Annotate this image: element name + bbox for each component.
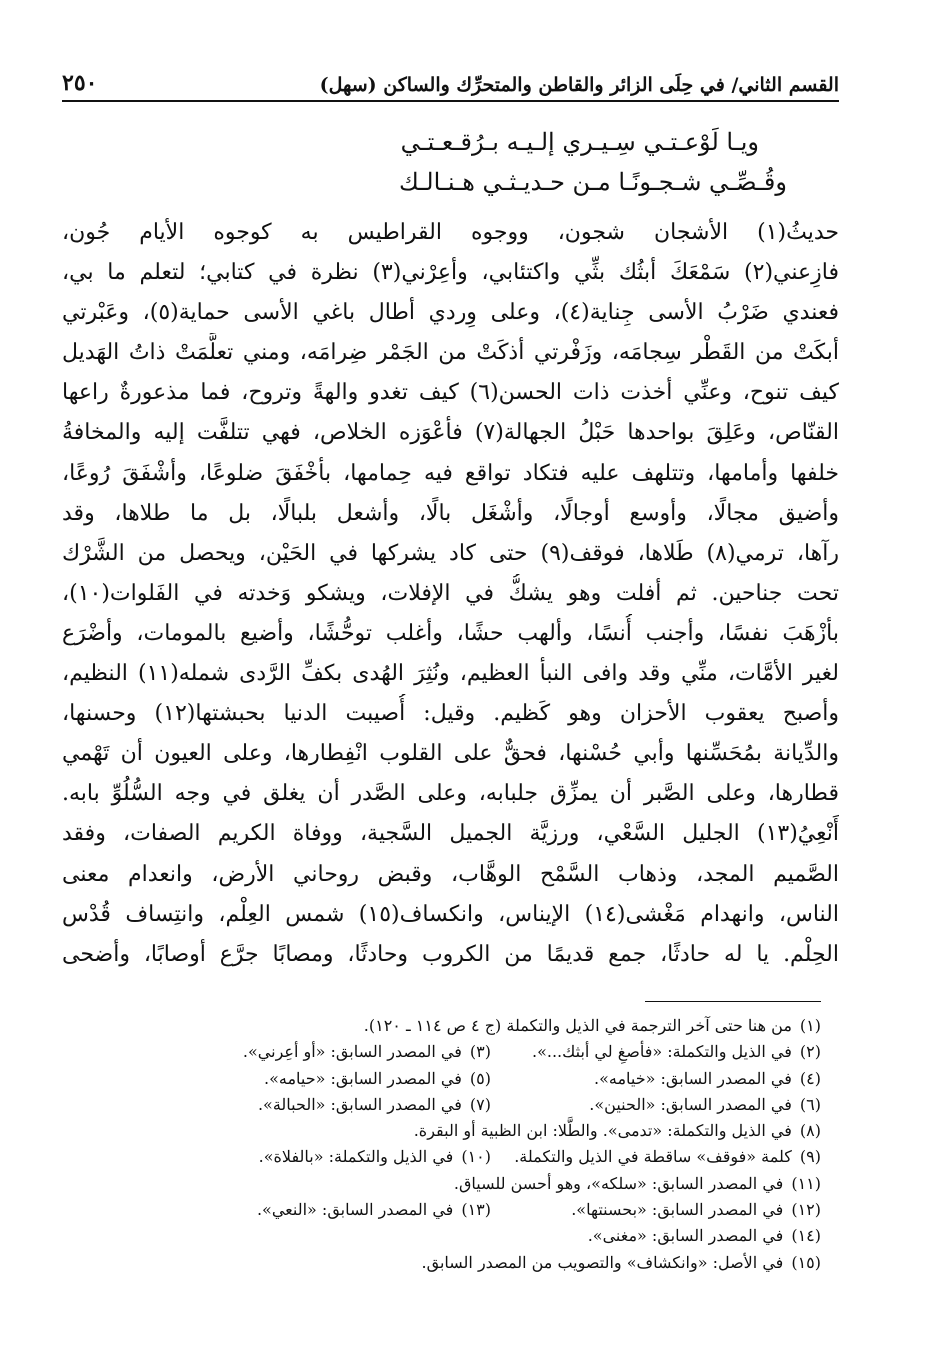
footnote xyxy=(258,1092,491,1118)
footnote-text: في المصدر السابق: «حيامه». xyxy=(264,1068,462,1088)
footnote-row xyxy=(70,1039,821,1065)
footnote-separator xyxy=(645,1001,821,1002)
footnote-number: (١٢) xyxy=(791,1200,821,1220)
footnote-text: في المصدر السابق: «الحبالة». xyxy=(257,1094,462,1114)
page-number: ٢٥٠ xyxy=(62,70,98,96)
body-line: الناس، وانهدام مَغْشى(١٤) الإيناس، وانكساف(١٥) شمس العِلْم، وانتِساف قُدْس xyxy=(62,901,839,927)
footnote xyxy=(414,1118,821,1144)
footnote-text: في الذيل والتكملة: «فأصغِ لي أبثك...». xyxy=(532,1042,792,1062)
footnote-row xyxy=(70,1250,821,1276)
body-line: الحِلْم. يا له حادثًا، جمع قديمًا من الكروب وحادثًا، ومصابًا جرَّع أوصابًا، وأضحى xyxy=(62,941,839,967)
footnote-text: من هنا حتى آخر الترجمة في الذيل والتكملة (ج ٤ ص ١١٤ ـ ١٢٠). xyxy=(363,1016,792,1035)
footnote-number: (٩) xyxy=(799,1147,821,1167)
footnote-text: في المصدر السابق: «مغنى». xyxy=(587,1226,784,1246)
running-title: القسم الثاني/ في حِلَى الزائر والقاطن والمتحرِّك والساكن (سهل) xyxy=(319,74,839,96)
verse-line-2: وقُـصِّـي شـجـونًـا مـن حـديـثـي هـنـالـك xyxy=(399,168,787,196)
footnote xyxy=(454,1171,821,1197)
footnote xyxy=(259,1144,491,1170)
footnote xyxy=(491,1197,821,1223)
footnote-number: (٧) xyxy=(469,1094,491,1114)
footnote-row xyxy=(70,1197,821,1223)
body-line: الصَّميم المجد، وذهاب السَّمْح الوهَّاب، وقبض روحاني الأرض، وانعدام معنى xyxy=(62,861,839,887)
footnotes xyxy=(70,1013,821,1276)
footnote xyxy=(257,1197,491,1223)
footnote-text: في المصدر السابق: «سلكه»، وهو أحسن للسياق. xyxy=(453,1173,784,1193)
footnote-row xyxy=(70,1013,821,1039)
verse-line-1: ويـا لَوْعـتـي سِـيـري إلـيـه بـرُقـعـتـي xyxy=(400,128,759,156)
body-text xyxy=(62,213,839,975)
footnote xyxy=(422,1250,821,1276)
footnote-number: (١١) xyxy=(791,1173,821,1193)
footnote xyxy=(364,1013,821,1039)
footnote-text: في الذيل والتكملة: «تدمى». والطَّلا: ابن الظبية أو البقرة. xyxy=(413,1121,792,1141)
footnote-number: (٣) xyxy=(469,1042,491,1062)
body-line: لغير الأمَّات، منِّي وقد وافى النبأ العظيم، ونُثِرَ الهُدى بكفِّ الرَّدى شمله(١١) النظيم، xyxy=(62,661,839,687)
footnote-text: في المصدر السابق: «خيامه». xyxy=(594,1068,792,1088)
body-line: فازِعني(٢) سَمْعَكَ أبثُك بثِّي واكتئابي، وأعِرْني(٣) نظرة في كتابي؛ لتعلم ما بي، xyxy=(62,260,839,286)
body-line: كيف تنوح، وعنِّي أخذت ذات الحسن(٦) كيف تغدو والهةً وتروح، فما مذعورةٌ راعها xyxy=(62,380,839,406)
body-line: وأضيق مجالًا، وأوسع أوجالًا، وأشْغَل بالًا، وأشعل بلبالًا، بل ما طلاها، وقد xyxy=(62,500,839,526)
footnote-number: (١٣) xyxy=(461,1200,491,1220)
footnote-number: (٥) xyxy=(469,1068,491,1088)
footnote-row xyxy=(70,1144,821,1170)
body-line: بأزْهَبَ نفسًا، وأجنب أُنسًا، وألهب حشًا، وأغلب توحُّشًا، وأضيع بالمومات، وأضْرَع xyxy=(62,620,839,646)
footnote-text: كلمة «فوقف» ساقطة في الذيل والتكملة. xyxy=(514,1147,792,1167)
footnote-number: (١٤) xyxy=(791,1226,821,1246)
footnote-text: في المصدر السابق: «الحنين». xyxy=(589,1094,792,1114)
footnote-number: (١٥) xyxy=(791,1252,821,1272)
footnote-number: (٢) xyxy=(799,1042,821,1062)
footnote-row xyxy=(70,1092,821,1118)
footnote-row xyxy=(70,1171,821,1197)
footnote xyxy=(491,1092,821,1118)
footnote-number: (٨) xyxy=(799,1121,821,1141)
footnote xyxy=(243,1039,491,1065)
footnote-number: (٤) xyxy=(799,1068,821,1088)
body-line: القنّاص، وعَلِقَ بواحدها حَبْلُ الجهالة(٧) فأعْوَزه الخلاص، فهي تتلفَّت إليه والمخافةُ xyxy=(62,420,839,446)
footnote-number: (٦) xyxy=(799,1094,821,1114)
body-line: أَنْعِيُ(١٣) الجليل السَّعْي، ورزيَّة الجميل السَّجية، ووفاة الكريم الصفات، وفقد xyxy=(62,821,839,847)
body-line: خلفها وأمامها، وتتلهف عليه فتكاد تواقع فيه حِمامها، بأخْفَقَ ضلوعًا، وأشْفَقَ رُوعًا، xyxy=(62,460,839,486)
footnote-text: في الذيل والتكملة: «بالفلاة». xyxy=(258,1147,454,1167)
body-line: تحت جناحين. ثم أفلت وهو يشكُّ في الإفلات، ويشكو وَخدته في الفَلوات(١٠)، xyxy=(62,580,839,606)
footnote-text: في المصدر السابق: «بحسنتها». xyxy=(571,1200,784,1220)
footnote-text: في الأصل: «وانكشاف» والتصويب من المصدر السابق. xyxy=(421,1252,784,1272)
footnote-row xyxy=(70,1118,821,1144)
footnote-text: في المصدر السابق: «النعي». xyxy=(256,1200,454,1220)
footnote xyxy=(588,1223,821,1249)
footnote-text: في المصدر السابق: «أو أعِرني». xyxy=(242,1042,462,1062)
footnote xyxy=(491,1066,821,1092)
body-line: حديثُ(١) الأشجان شجون، ووجوه القراطيس به كوجوه الأيام جُون، xyxy=(62,220,839,245)
body-line: رآها، ترمي(٨) طَلاها، فوقف(٩) حتى كاد يشركها في الحَيْن، ويحصل من الشَّرْك xyxy=(62,540,839,566)
body-line: وأصبح يعقوب الأحزان وهو كَظيم. وقيل: أُصيبت الدنيا بحبشتها(١٢) وحسنها، xyxy=(62,701,839,727)
body-line: أبكَتْ من القَطْر سِجامَه، وزَفْرتي أذكَتْ من الجَمْر ضِرامَه، ومني تعلَّمَتْ ذاتُ الهَديل xyxy=(62,340,839,366)
body-line: والدِّيانة بمُحَسِّنها وأبي حُسْنها، فحقٌّ على القلوب انْفِطارها، وعلى العيون أن تَهْمي xyxy=(62,741,839,767)
footnote-row xyxy=(70,1066,821,1092)
footnote-number: (١٠) xyxy=(461,1147,491,1167)
page-header xyxy=(62,60,839,102)
footnote-number: (١) xyxy=(799,1016,821,1035)
footnote xyxy=(491,1039,821,1065)
body-line: فعندي ضَرْبُ الأسى جِناية(٤)، وعلى وِردي أطال باغي الأسى حماية(٥)، وعَبْرتي xyxy=(62,300,839,326)
body-line: قطارها، وعلى الصَّبر أن يمزِّق جلبابه، وعلى الصَّدر أن يغلق في وجه السُّلُوِّ بابه. xyxy=(62,781,839,807)
footnote xyxy=(264,1066,491,1092)
footnote xyxy=(491,1144,821,1170)
footnote-row xyxy=(70,1223,821,1249)
